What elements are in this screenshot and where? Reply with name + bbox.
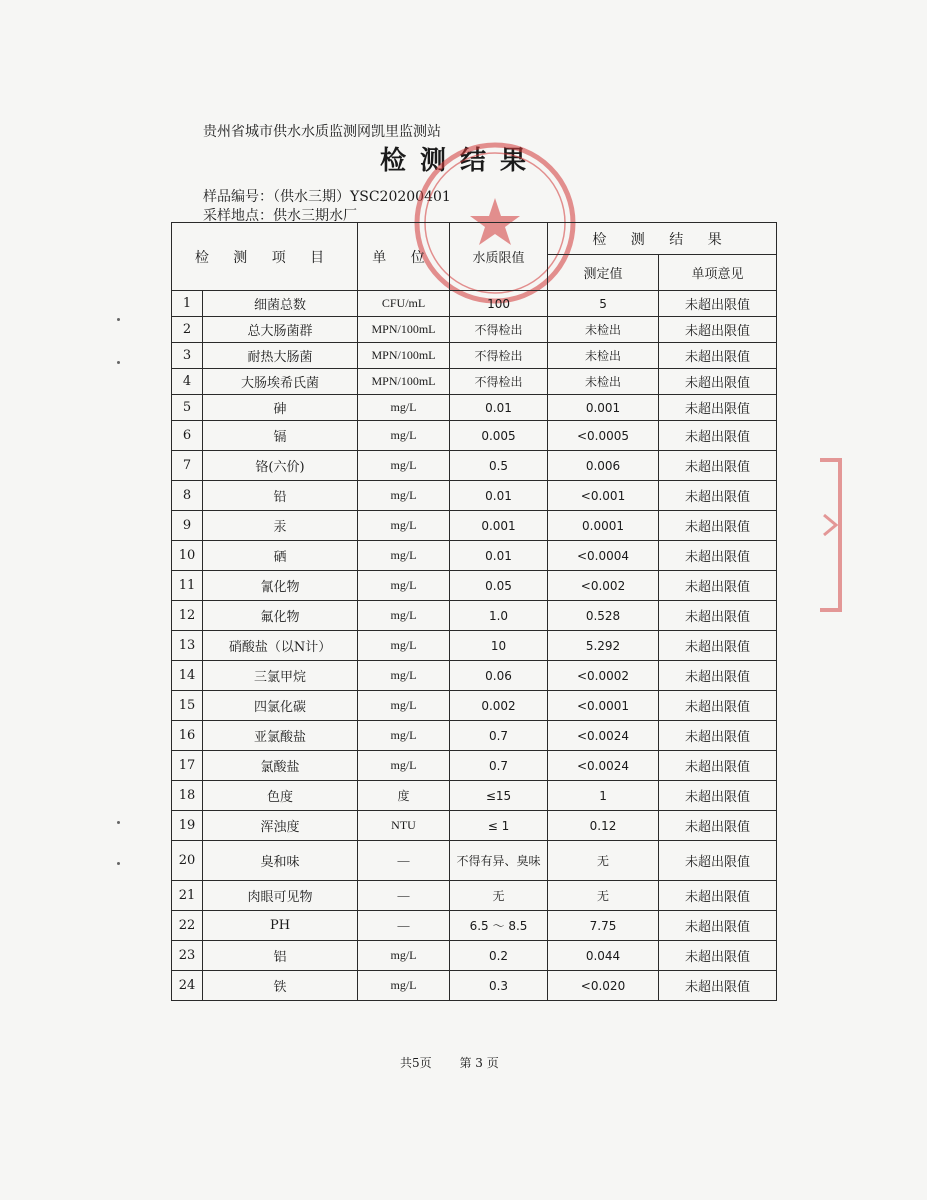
measured-value: 无: [548, 841, 659, 881]
row-number: 18: [172, 781, 203, 811]
row-number: 20: [172, 841, 203, 881]
row-number: 23: [172, 941, 203, 971]
header-results-group: 检 测 结 果: [548, 223, 777, 255]
scan-speck: [117, 318, 120, 321]
opinion: 未超出限值: [659, 631, 777, 661]
measured-value: <0.0024: [548, 751, 659, 781]
measured-value: 1: [548, 781, 659, 811]
opinion: 未超出限值: [659, 881, 777, 911]
row-number: 14: [172, 661, 203, 691]
measured-value: 0.001: [548, 395, 659, 421]
unit: mg/L: [358, 481, 450, 511]
opinion: 未超出限值: [659, 481, 777, 511]
table-row: [172, 631, 777, 661]
opinion: 未超出限值: [659, 369, 777, 395]
limit-value: 0.7: [450, 721, 548, 751]
unit: MPN/100mL: [358, 343, 450, 369]
measured-value: 0.006: [548, 451, 659, 481]
test-item: 色度: [203, 781, 358, 811]
measured-value: <0.0004: [548, 541, 659, 571]
table-row: [172, 395, 777, 421]
opinion: 未超出限值: [659, 841, 777, 881]
unit: mg/L: [358, 541, 450, 571]
table-row: [172, 511, 777, 541]
measured-value: 0.12: [548, 811, 659, 841]
test-item: 氰化物: [203, 571, 358, 601]
test-item: PH: [203, 911, 358, 941]
header-measured-value: 测定值: [548, 255, 659, 291]
test-item: 大肠埃希氏菌: [203, 369, 358, 395]
table-row: [172, 343, 777, 369]
test-item: 亚氯酸盐: [203, 721, 358, 751]
table-row: [172, 751, 777, 781]
test-item: 耐热大肠菌: [203, 343, 358, 369]
limit-value: 0.005: [450, 421, 548, 451]
test-item: 铅: [203, 481, 358, 511]
row-number: 9: [172, 511, 203, 541]
test-item: 砷: [203, 395, 358, 421]
row-number: 15: [172, 691, 203, 721]
test-item: 镉: [203, 421, 358, 451]
opinion: 未超出限值: [659, 781, 777, 811]
header-opinion: 单项意见: [659, 255, 777, 291]
opinion: 未超出限值: [659, 941, 777, 971]
measured-value: 7.75: [548, 911, 659, 941]
opinion: 未超出限值: [659, 421, 777, 451]
table-row: [172, 971, 777, 1001]
measured-value: 0.0001: [548, 511, 659, 541]
opinion: 未超出限值: [659, 911, 777, 941]
opinion: 未超出限值: [659, 541, 777, 571]
row-number: 5: [172, 395, 203, 421]
table-row: [172, 369, 777, 395]
limit-value: 0.002: [450, 691, 548, 721]
limit-value: 10: [450, 631, 548, 661]
row-number: 10: [172, 541, 203, 571]
opinion: 未超出限值: [659, 317, 777, 343]
opinion: 未超出限值: [659, 691, 777, 721]
limit-value: 0.06: [450, 661, 548, 691]
limit-value: ≤ 1: [450, 811, 548, 841]
opinion: 未超出限值: [659, 511, 777, 541]
unit: 度: [358, 781, 450, 811]
unit: mg/L: [358, 691, 450, 721]
measured-value: <0.002: [548, 571, 659, 601]
row-number: 21: [172, 881, 203, 911]
opinion: 未超出限值: [659, 721, 777, 751]
measured-value: <0.001: [548, 481, 659, 511]
test-item: 氟化物: [203, 601, 358, 631]
test-item: 臭和味: [203, 841, 358, 881]
opinion: 未超出限值: [659, 751, 777, 781]
test-item: 三氯甲烷: [203, 661, 358, 691]
limit-value: 0.7: [450, 751, 548, 781]
limit-value: 不得有异、臭味: [450, 841, 548, 881]
measured-value: <0.0001: [548, 691, 659, 721]
measured-value: 0.528: [548, 601, 659, 631]
total-pages: 共5页: [400, 1056, 432, 1070]
row-number: 13: [172, 631, 203, 661]
sample-number: 样品编号：（供水三期）YSC20200401: [203, 189, 451, 205]
scan-speck: [117, 821, 120, 824]
unit: MPN/100mL: [358, 317, 450, 343]
opinion: 未超出限值: [659, 811, 777, 841]
row-number: 24: [172, 971, 203, 1001]
row-number: 22: [172, 911, 203, 941]
limit-value: 不得检出: [450, 317, 548, 343]
limit-value: 0.2: [450, 941, 548, 971]
unit: mg/L: [358, 601, 450, 631]
unit: mg/L: [358, 971, 450, 1001]
sampling-location: 采样地点：供水三期水厂: [203, 208, 357, 224]
table-row: [172, 317, 777, 343]
document-title: 检测结果: [380, 146, 541, 176]
limit-value: 6.5 ～ 8.5: [450, 911, 548, 941]
row-number: 7: [172, 451, 203, 481]
limit-value: ≤15: [450, 781, 548, 811]
opinion: 未超出限值: [659, 661, 777, 691]
table-row: [172, 421, 777, 451]
measured-value: 0.044: [548, 941, 659, 971]
unit: mg/L: [358, 511, 450, 541]
row-number: 2: [172, 317, 203, 343]
test-item: 铝: [203, 941, 358, 971]
limit-value: 0.05: [450, 571, 548, 601]
unit: —: [358, 841, 450, 881]
unit: MPN/100mL: [358, 369, 450, 395]
unit: —: [358, 911, 450, 941]
measured-value: 5.292: [548, 631, 659, 661]
test-item: 铬(六价): [203, 451, 358, 481]
opinion: 未超出限值: [659, 571, 777, 601]
table-row: [172, 541, 777, 571]
limit-value: 0.01: [450, 541, 548, 571]
opinion: 未超出限值: [659, 971, 777, 1001]
row-number: 1: [172, 291, 203, 317]
test-item: 总大肠菌群: [203, 317, 358, 343]
scan-speck: [117, 862, 120, 865]
opinion: 未超出限值: [659, 291, 777, 317]
unit: CFU/mL: [358, 291, 450, 317]
table-row: [172, 781, 777, 811]
row-number: 16: [172, 721, 203, 751]
table-row: [172, 841, 777, 881]
unit: mg/L: [358, 395, 450, 421]
unit: —: [358, 881, 450, 911]
row-number: 6: [172, 421, 203, 451]
table-row: [172, 661, 777, 691]
current-page: 第 3 页: [459, 1056, 499, 1070]
test-item: 细菌总数: [203, 291, 358, 317]
measured-value: 无: [548, 881, 659, 911]
opinion: 未超出限值: [659, 395, 777, 421]
measured-value: 未检出: [548, 343, 659, 369]
limit-value: 0.5: [450, 451, 548, 481]
table-row: [172, 601, 777, 631]
test-item: 四氯化碳: [203, 691, 358, 721]
unit: mg/L: [358, 751, 450, 781]
limit-value: 0.01: [450, 481, 548, 511]
table-row: [172, 571, 777, 601]
measured-value: <0.0005: [548, 421, 659, 451]
measured-value: 未检出: [548, 369, 659, 395]
test-item: 硒: [203, 541, 358, 571]
measured-value: 5: [548, 291, 659, 317]
test-item: 氯酸盐: [203, 751, 358, 781]
test-item: 硝酸盐（以N计）: [203, 631, 358, 661]
opinion: 未超出限值: [659, 343, 777, 369]
opinion: 未超出限值: [659, 601, 777, 631]
unit: mg/L: [358, 941, 450, 971]
table-row: [172, 811, 777, 841]
table-row: [172, 451, 777, 481]
limit-value: 0.01: [450, 395, 548, 421]
table-row: [172, 691, 777, 721]
row-number: 12: [172, 601, 203, 631]
table-row: [172, 881, 777, 911]
opinion: 未超出限值: [659, 451, 777, 481]
limit-value: 0.001: [450, 511, 548, 541]
header-item: 检 测 项 目: [172, 223, 358, 291]
row-number: 8: [172, 481, 203, 511]
unit: mg/L: [358, 571, 450, 601]
test-item: 肉眼可见物: [203, 881, 358, 911]
test-item: 铁: [203, 971, 358, 1001]
scan-speck: [117, 361, 120, 364]
table-row: [172, 721, 777, 751]
measured-value: <0.0024: [548, 721, 659, 751]
row-number: 17: [172, 751, 203, 781]
table-row: [172, 481, 777, 511]
limit-value: 1.0: [450, 601, 548, 631]
limit-value: 不得检出: [450, 343, 548, 369]
measured-value: <0.020: [548, 971, 659, 1001]
header-unit: 单 位: [358, 223, 450, 291]
header-limit: 水质限值: [450, 223, 548, 291]
test-results-table: [171, 222, 777, 1001]
unit: mg/L: [358, 631, 450, 661]
test-item: 浑浊度: [203, 811, 358, 841]
row-number: 11: [172, 571, 203, 601]
limit-value: 不得检出: [450, 369, 548, 395]
measured-value: 未检出: [548, 317, 659, 343]
unit: NTU: [358, 811, 450, 841]
measured-value: <0.0002: [548, 661, 659, 691]
table-row: [172, 911, 777, 941]
limit-value: 0.3: [450, 971, 548, 1001]
row-number: 3: [172, 343, 203, 369]
table-row: [172, 941, 777, 971]
unit: mg/L: [358, 721, 450, 751]
page-footer: [400, 1054, 523, 1071]
seal-edge-fragment: [810, 455, 850, 615]
organization-name: 贵州省城市供水水质监测网凯里监测站: [203, 124, 441, 140]
limit-value: 无: [450, 881, 548, 911]
unit: mg/L: [358, 451, 450, 481]
unit: mg/L: [358, 661, 450, 691]
row-number: 19: [172, 811, 203, 841]
table-row: [172, 291, 777, 317]
test-item: 汞: [203, 511, 358, 541]
limit-value: 100: [450, 291, 548, 317]
row-number: 4: [172, 369, 203, 395]
unit: mg/L: [358, 421, 450, 451]
